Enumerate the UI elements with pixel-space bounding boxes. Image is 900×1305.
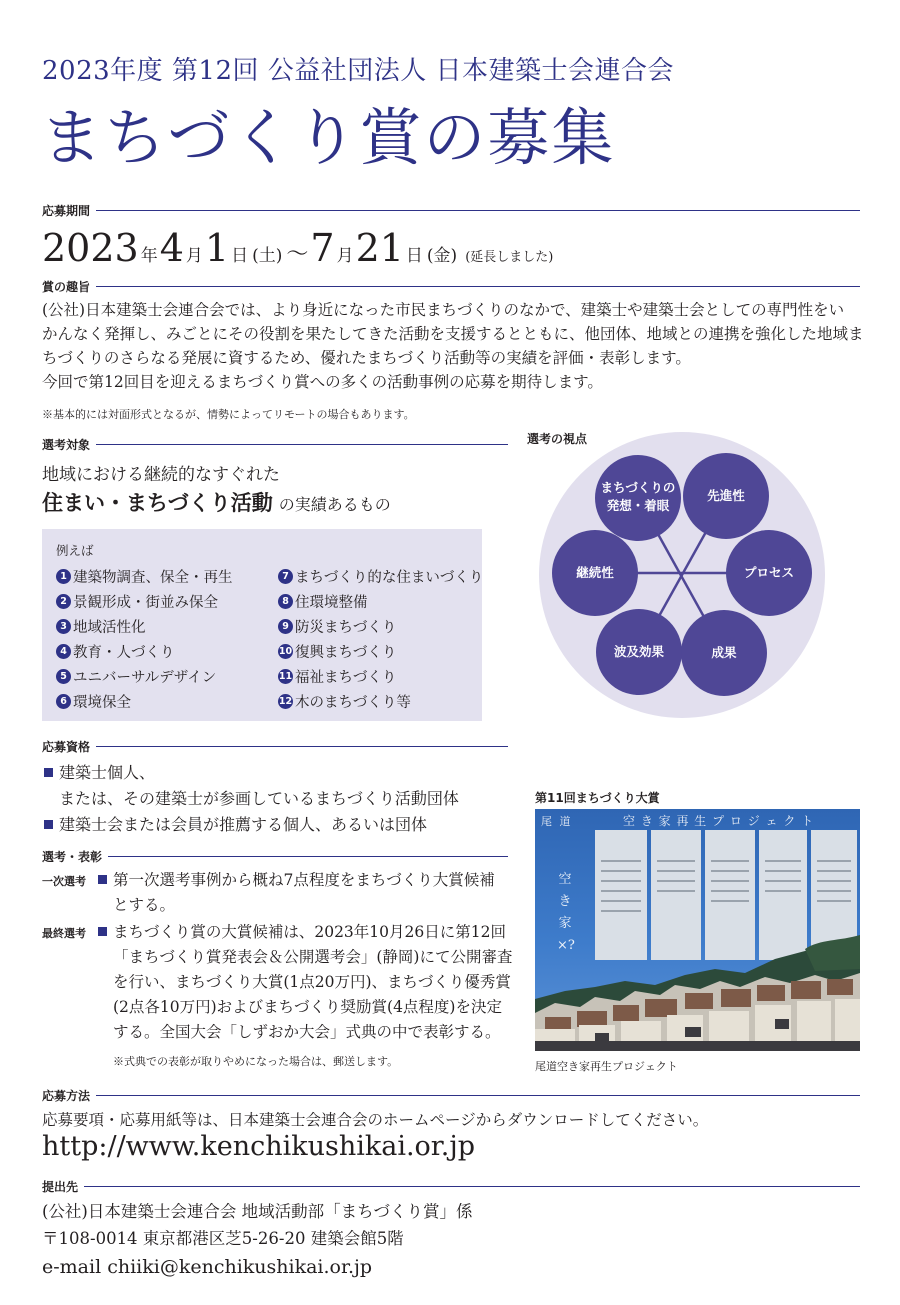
selection-note: ※式典での表彰が取りやめになった場合は、郵送します。 xyxy=(113,1055,399,1068)
first-selection-label: 一次選考 xyxy=(42,875,86,888)
section-heading-submit: 提出先 xyxy=(42,1178,860,1195)
divider xyxy=(96,210,860,212)
section-heading-apply: 応募方法 xyxy=(42,1087,860,1104)
viewpoint-circle-senshinsei xyxy=(683,453,769,539)
examples-label: 例えば xyxy=(56,543,94,558)
list-item: 7 まちづくり的な住まいづくり xyxy=(278,566,483,587)
viewpoint-circle-seika xyxy=(681,610,767,696)
first-selection-text: 第一次選考事例から概ね7点程度をまちづくり大賞候補 とする。 xyxy=(98,868,495,918)
svg-text:まちづくりの: まちづくりの xyxy=(600,480,676,495)
square-bullet-icon xyxy=(44,820,53,829)
photo-banner-left: 尾 道 xyxy=(541,815,573,828)
list-item: 5 ユニバーサルデザイン xyxy=(56,666,216,687)
list-item: 建築士会または会員が推薦する個人、あるいは団体 xyxy=(44,812,459,838)
section-heading-period: 応募期間 xyxy=(42,202,860,219)
viewpoint-circle-process xyxy=(726,530,812,616)
final-selection-label: 最終選考 xyxy=(42,927,86,940)
list-item: 6 環境保全 xyxy=(56,691,131,712)
submit-postal-address: 〒108-0014 東京都港区芝5-26-20 建築会館5階 xyxy=(42,1229,404,1248)
target-emphasis: 住まい・まちづくり活動 xyxy=(42,490,273,515)
divider xyxy=(96,1095,860,1097)
submit-address xyxy=(42,1198,472,1252)
list-item: 3 地域活性化 xyxy=(56,616,146,637)
application-period: 2023 年 4 月 1 日 (土) ～ 7 月 21 日 (金) (延長しました) xyxy=(42,226,554,270)
list-item: 8 住環境整備 xyxy=(278,591,368,612)
list-item: 1 建築物調査、保全・再生 xyxy=(56,566,233,587)
square-bullet-icon xyxy=(98,875,107,884)
townscape-illustration xyxy=(535,929,860,1051)
svg-text:先進性: 先進性 xyxy=(707,488,745,503)
section-heading-target: 選考対象 xyxy=(42,436,508,453)
eligibility-list xyxy=(44,760,459,838)
viewpoints-diagram xyxy=(537,430,827,720)
photo-banner-title: 空 き 家 再 生 プ ロ ジ ェ ク ト xyxy=(623,814,815,828)
extension-note: (延長しました) xyxy=(465,250,554,265)
website-link[interactable]: http://www.kenchikushikai.or.jp xyxy=(42,1131,475,1162)
page-title: まちづくり賞の募集 xyxy=(40,101,616,174)
viewpoint-circle-hakyu xyxy=(596,609,682,695)
square-bullet-icon xyxy=(44,768,53,777)
photo-vertical-text: 空き家×? xyxy=(557,872,575,953)
list-item: または、その建築士が参画しているまちづくり活動団体 xyxy=(59,789,459,808)
divider xyxy=(96,286,860,288)
apply-text: 応募要項・応募用紙等は、日本建築士会連合会のホームページからダウンロードしてください。 xyxy=(42,1111,709,1129)
viewpoints-heading: 選考の視点 xyxy=(527,432,588,446)
svg-text:プロセス: プロセス xyxy=(743,565,795,580)
target-emphasis-line: 住まい・まちづくり活動 の実績あるもの xyxy=(42,487,391,517)
divider xyxy=(84,1186,860,1188)
square-bullet-icon xyxy=(98,927,107,936)
photo-heading: 第11回まちづくり大賞 xyxy=(535,791,660,805)
section-heading-purpose: 賞の趣旨 xyxy=(42,278,860,295)
list-item: 4 教育・人づくり xyxy=(56,641,175,662)
list-item: 10 復興まちづくり xyxy=(278,645,397,661)
svg-text:波及効果: 波及効果 xyxy=(613,644,665,659)
svg-text:継続性: 継続性 xyxy=(576,565,614,580)
divider xyxy=(96,444,508,446)
award-photo xyxy=(535,809,860,1051)
section-heading-eligibility: 応募資格 xyxy=(42,738,508,755)
viewpoint-circle-keizoku xyxy=(552,530,638,616)
divider xyxy=(108,856,508,858)
photo-caption: 尾道空き家再生プロジェクト xyxy=(535,1060,678,1073)
list-item: 11 福祉まちづくり xyxy=(278,670,397,686)
target-line: 地域における継続的なすぐれた xyxy=(42,465,280,485)
list-item: 12 木のまちづくり等 xyxy=(278,695,411,711)
list-item: 建築士個人、 xyxy=(44,760,459,786)
period-year: 2023 xyxy=(42,226,139,270)
subtitle: 2023年度 第12回 公益社団法人 日本建築士会連合会 xyxy=(42,56,675,86)
svg-text:発想・着眼: 発想・着眼 xyxy=(606,498,670,513)
section-heading-selection: 選考・表彰 xyxy=(42,848,508,865)
examples-box xyxy=(42,529,482,721)
email-link[interactable]: e-mail chiiki@kenchikushikai.or.jp xyxy=(42,1256,373,1278)
purpose-note: ※基本的には対面形式となるが、情勢によってリモートの場合もあります。 xyxy=(42,408,415,421)
divider xyxy=(96,746,508,748)
submit-organization: (公社)日本建築士会連合会 地域活動部「まちづくり賞」係 xyxy=(42,1202,473,1221)
list-item: 9 防災まちづくり xyxy=(278,616,396,637)
viewpoint-circle-hassou xyxy=(595,455,681,541)
list-item: 2 景観形成・街並み保全 xyxy=(56,591,218,612)
final-selection-text: まちづくり賞の大賞候補は、2023年10月26日に第12回 「まちづくり賞発表会＆公開選考会」(静岡)にて公開審査 を行い、まちづくり大賞(1点20万円)、まちづくり優秀賞 (2点各10万円)およびまちづくり奨励賞(4点程度)を決定 する。全国大会「しずおか大会」式典の中で表彰する。 xyxy=(98,920,512,1045)
purpose-text: (公社)日本建築士会連合会では、より身近になった市民まちづくりのなかで、建築士や建築士会としての専門性をい かんなく発揮し、みごとにその役割を果たしてきた活動を支援するとともに、他団体、地域との連携を強化した地域ま ちづくりのさらなる発展に資するため、優れたまちづくり活動等の実績を評価・表彰します。 今回で第12回目を迎えるまちづくり賞への多くの活動事例の応募を期待します。 xyxy=(42,301,864,391)
svg-text:成果: 成果 xyxy=(711,645,737,660)
